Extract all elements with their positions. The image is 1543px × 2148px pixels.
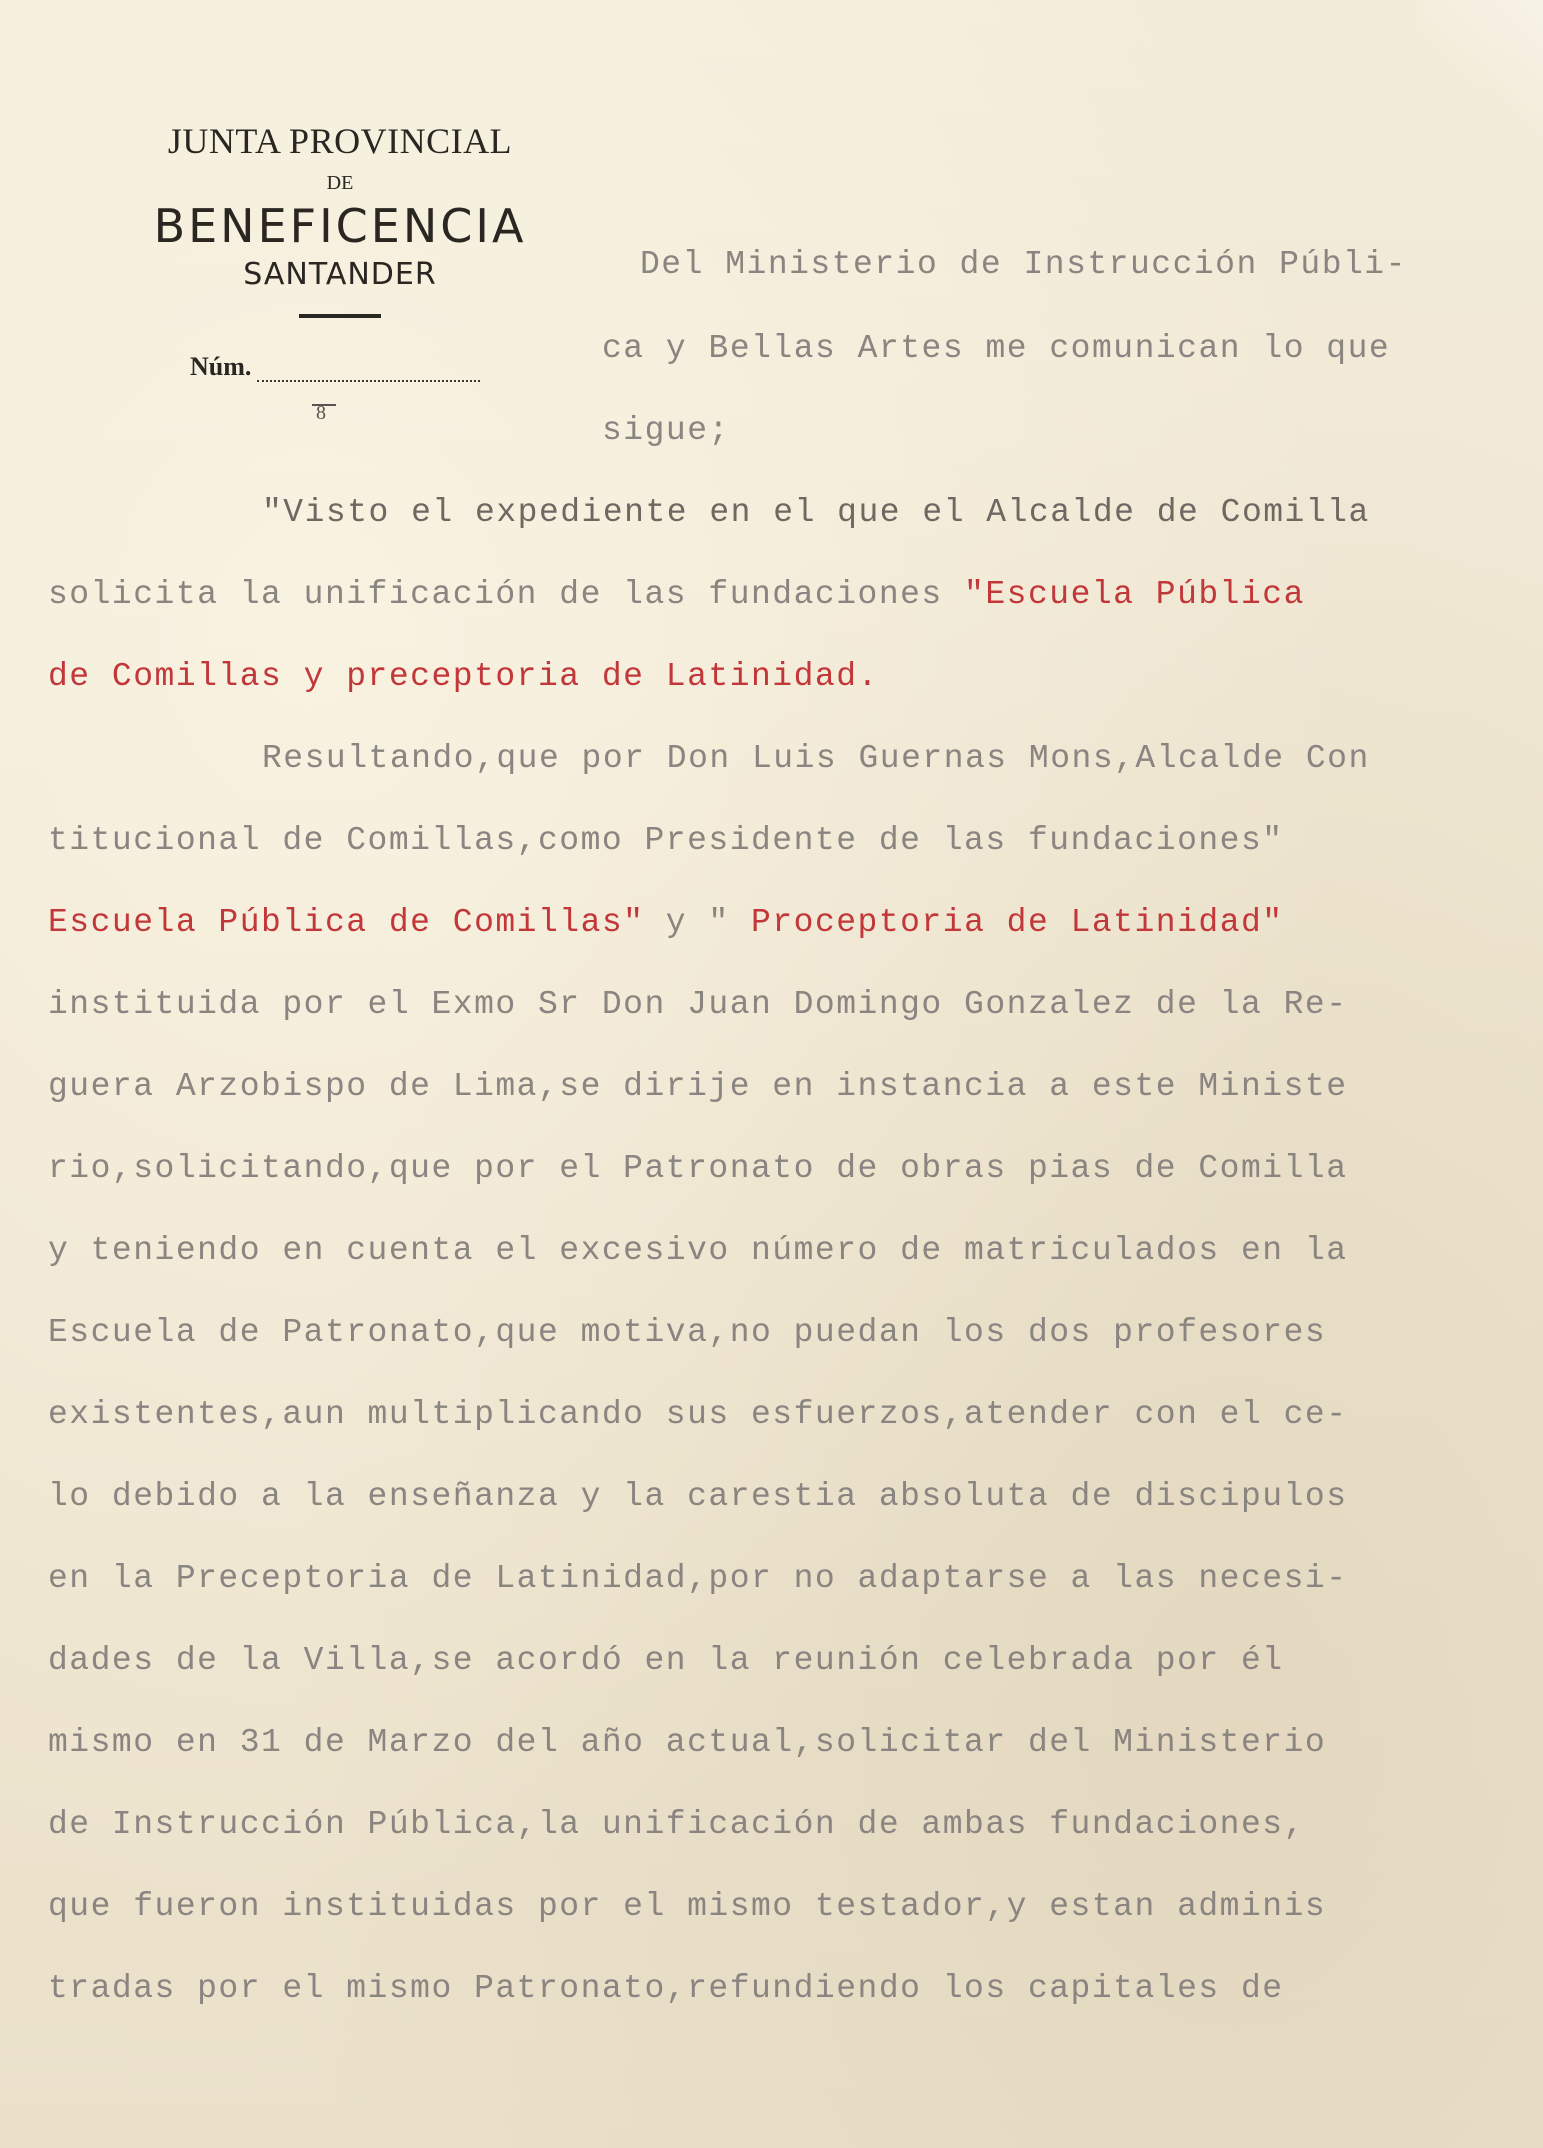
text-line: Del Ministerio de Instrucción Públi- xyxy=(640,246,1407,283)
text-line: y teniendo en cuenta el excesivo número de matriculados en la xyxy=(48,1232,1348,1269)
text-line: instituida por el Exmo Sr Don Juan Domingo Gonzalez de la Re- xyxy=(48,986,1348,1023)
text-line: guera Arzobispo de Lima,se dirije en instancia a este Ministe xyxy=(48,1068,1348,1105)
text-line: solicita la unificación de las fundaciones "Escuela Pública xyxy=(48,576,1305,613)
text-line: Resultando,que por Don Luis Guernas Mons,Alcalde Con xyxy=(262,740,1370,777)
letterhead-city: SANTANDER xyxy=(243,257,437,292)
highlight-text: Proceptoria de Latinidad" xyxy=(751,904,1284,941)
text-line: mismo en 31 de Marzo del año actual,solicitar del Ministerio xyxy=(48,1724,1327,1761)
text-line: Escuela Pública de Comillas" y " Proceptoria de Latinidad" xyxy=(48,904,1284,941)
number-label: Núm. xyxy=(190,352,252,381)
text-line: de Instrucción Pública,la unificación de ambas fundaciones, xyxy=(48,1806,1305,1843)
text-line: rio,solicitando,que por el Patronato de obras pias de Comilla xyxy=(48,1150,1348,1187)
letterhead-line1: JUNTA PROVINCIAL xyxy=(167,121,513,161)
highlight-text: "Escuela Pública xyxy=(964,576,1305,613)
small-mark: 8 xyxy=(316,402,326,424)
text-line: lo debido a la enseñanza y la carestia absoluta de discipulos xyxy=(48,1478,1348,1515)
letterhead-de: DE xyxy=(326,172,354,194)
text-line: sigue; xyxy=(602,412,730,449)
text-line: existentes,aun multiplicando sus esfuerzos,atender con el ce- xyxy=(48,1396,1348,1433)
text-line: titucional de Comillas,como Presidente de las fundaciones" xyxy=(48,822,1284,859)
text-line: "Visto el expediente en el que el Alcalde de Comilla xyxy=(262,494,1370,531)
text-line: ca y Bellas Artes me comunican lo que xyxy=(602,330,1391,367)
text-line: Escuela de Patronato,que motiva,no puedan los dos profesores xyxy=(48,1314,1327,1351)
highlight-text: Escuela Pública de Comillas" xyxy=(48,904,645,941)
text-line: en la Preceptoria de Latinidad,por no adaptarse a las necesi- xyxy=(48,1560,1348,1597)
highlight-text: de Comillas y preceptoria de Latinidad. xyxy=(48,658,879,695)
text-line: que fueron instituidas por el mismo testador,y estan adminis xyxy=(48,1888,1327,1925)
letterhead-title: BENEFICENCIA xyxy=(153,199,527,253)
text-line: tradas por el mismo Patronato,refundiendo los capitales de xyxy=(48,1970,1284,2007)
text-line: dades de la Villa,se acordó en la reunión celebrada por él xyxy=(48,1642,1284,1679)
text-line xyxy=(48,658,879,695)
